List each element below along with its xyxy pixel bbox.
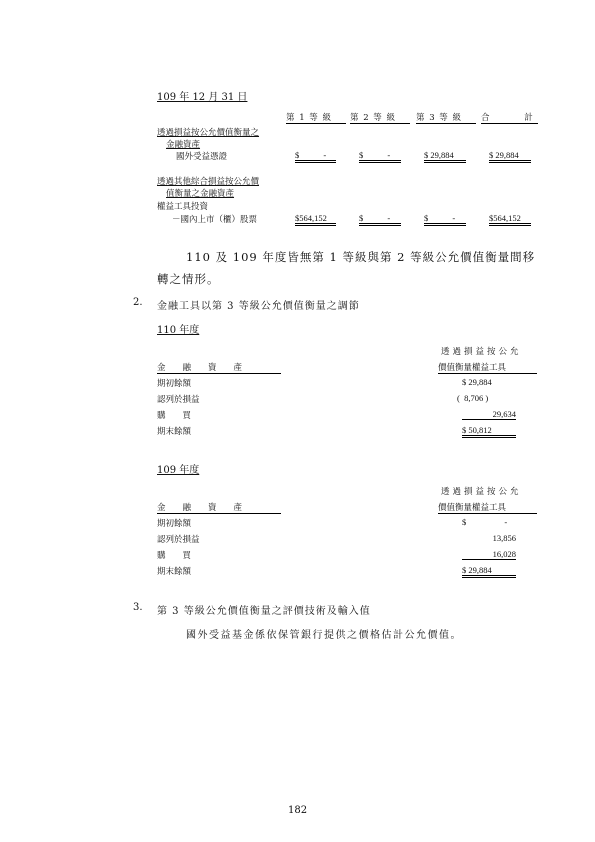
row1-label: 國外受益憑證: [176, 152, 228, 162]
group1-title-line1: 透過損益按公允價值衡量之: [157, 128, 260, 138]
year110-row-value: 29,634: [462, 409, 516, 420]
year109-label: 109 年度: [157, 465, 200, 476]
row1-level2: $ -: [359, 150, 401, 163]
year109-row-label: 認列於損益: [157, 535, 200, 545]
year110-row-label: 購 買: [157, 411, 192, 421]
year110-row-label: 期初餘額: [157, 379, 192, 389]
year110-row-header: 金 融 資 產: [157, 361, 281, 374]
item2-number: 2.: [133, 297, 143, 308]
year109-col-header-line2: 價值衡量權益工具: [438, 501, 537, 514]
year110-label: 110 年度: [157, 325, 200, 336]
year110-row-value: $ 50,812: [462, 425, 516, 438]
year109-row-header: 金 融 資 產: [157, 501, 281, 514]
col-header-level3: 第 3 等 級: [416, 111, 476, 124]
row2-level3: $ -: [424, 213, 466, 226]
group2-subtitle: 權益工具投資: [157, 202, 209, 212]
row1-level3: $ 29,884: [424, 150, 466, 163]
year109-row-label: 期初餘額: [157, 519, 192, 529]
year109-row-value: $ 29,884: [462, 565, 516, 578]
item3-body: 國外受益基金係依保管銀行提供之價格估計公允價值。: [186, 630, 462, 641]
year110-row-label: 期末餘額: [157, 427, 192, 437]
row2-level2: $ -: [359, 213, 401, 226]
col-header-total: 合 計: [481, 111, 538, 124]
year109-row-value: 13,856: [492, 533, 516, 543]
item2-title: 金融工具以第 3 等級公允價值衡量之調節: [157, 301, 360, 312]
col-header-level2: 第 2 等 級: [350, 111, 410, 124]
item3-title: 第 3 等級公允價值衡量之評價技術及輸入值: [157, 606, 371, 617]
item3-number: 3.: [133, 602, 143, 613]
year110-col-header-line1: 透過損益按公允: [441, 347, 522, 357]
year109-row-label: 期末餘額: [157, 567, 192, 577]
group2-title-line1: 透過其他綜合損益按公允價: [157, 177, 260, 187]
year110-row-value: $ 29,884: [462, 377, 492, 387]
year110-row-value: ( 8,706 ): [457, 393, 489, 403]
year109-col-header-line1: 透過損益按公允: [441, 487, 522, 497]
year110-row-label: 認列於損益: [157, 395, 200, 405]
group2-title-line2: 值衡量之金融資產: [166, 189, 235, 199]
row2-total: $564,152: [489, 213, 531, 226]
row1-total: $ 29,884: [489, 150, 531, 163]
col-header-level1: 第 1 等 級: [286, 111, 346, 124]
row1-level1: $ -: [295, 150, 336, 163]
row2-label: －國內上市（櫃）股票: [172, 215, 258, 225]
year109-row-value: 16,028: [462, 549, 516, 560]
paragraph-transfer-line1: 110 及 109 年度皆無第 1 等級與第 2 等級公允價值衡量間移: [186, 250, 536, 264]
date-heading: 109 年 12 月 31 日: [157, 92, 248, 103]
page-number: 182: [288, 805, 308, 816]
year109-row-label: 購 買: [157, 551, 192, 561]
paragraph-transfer-line2: 轉之情形。: [157, 272, 220, 286]
year109-row-value: $ -: [462, 517, 508, 527]
row2-level1: $564,152: [295, 213, 336, 226]
year110-col-header-line2: 價值衡量權益工具: [438, 361, 537, 374]
group1-title-line2: 金融資產: [166, 140, 201, 150]
